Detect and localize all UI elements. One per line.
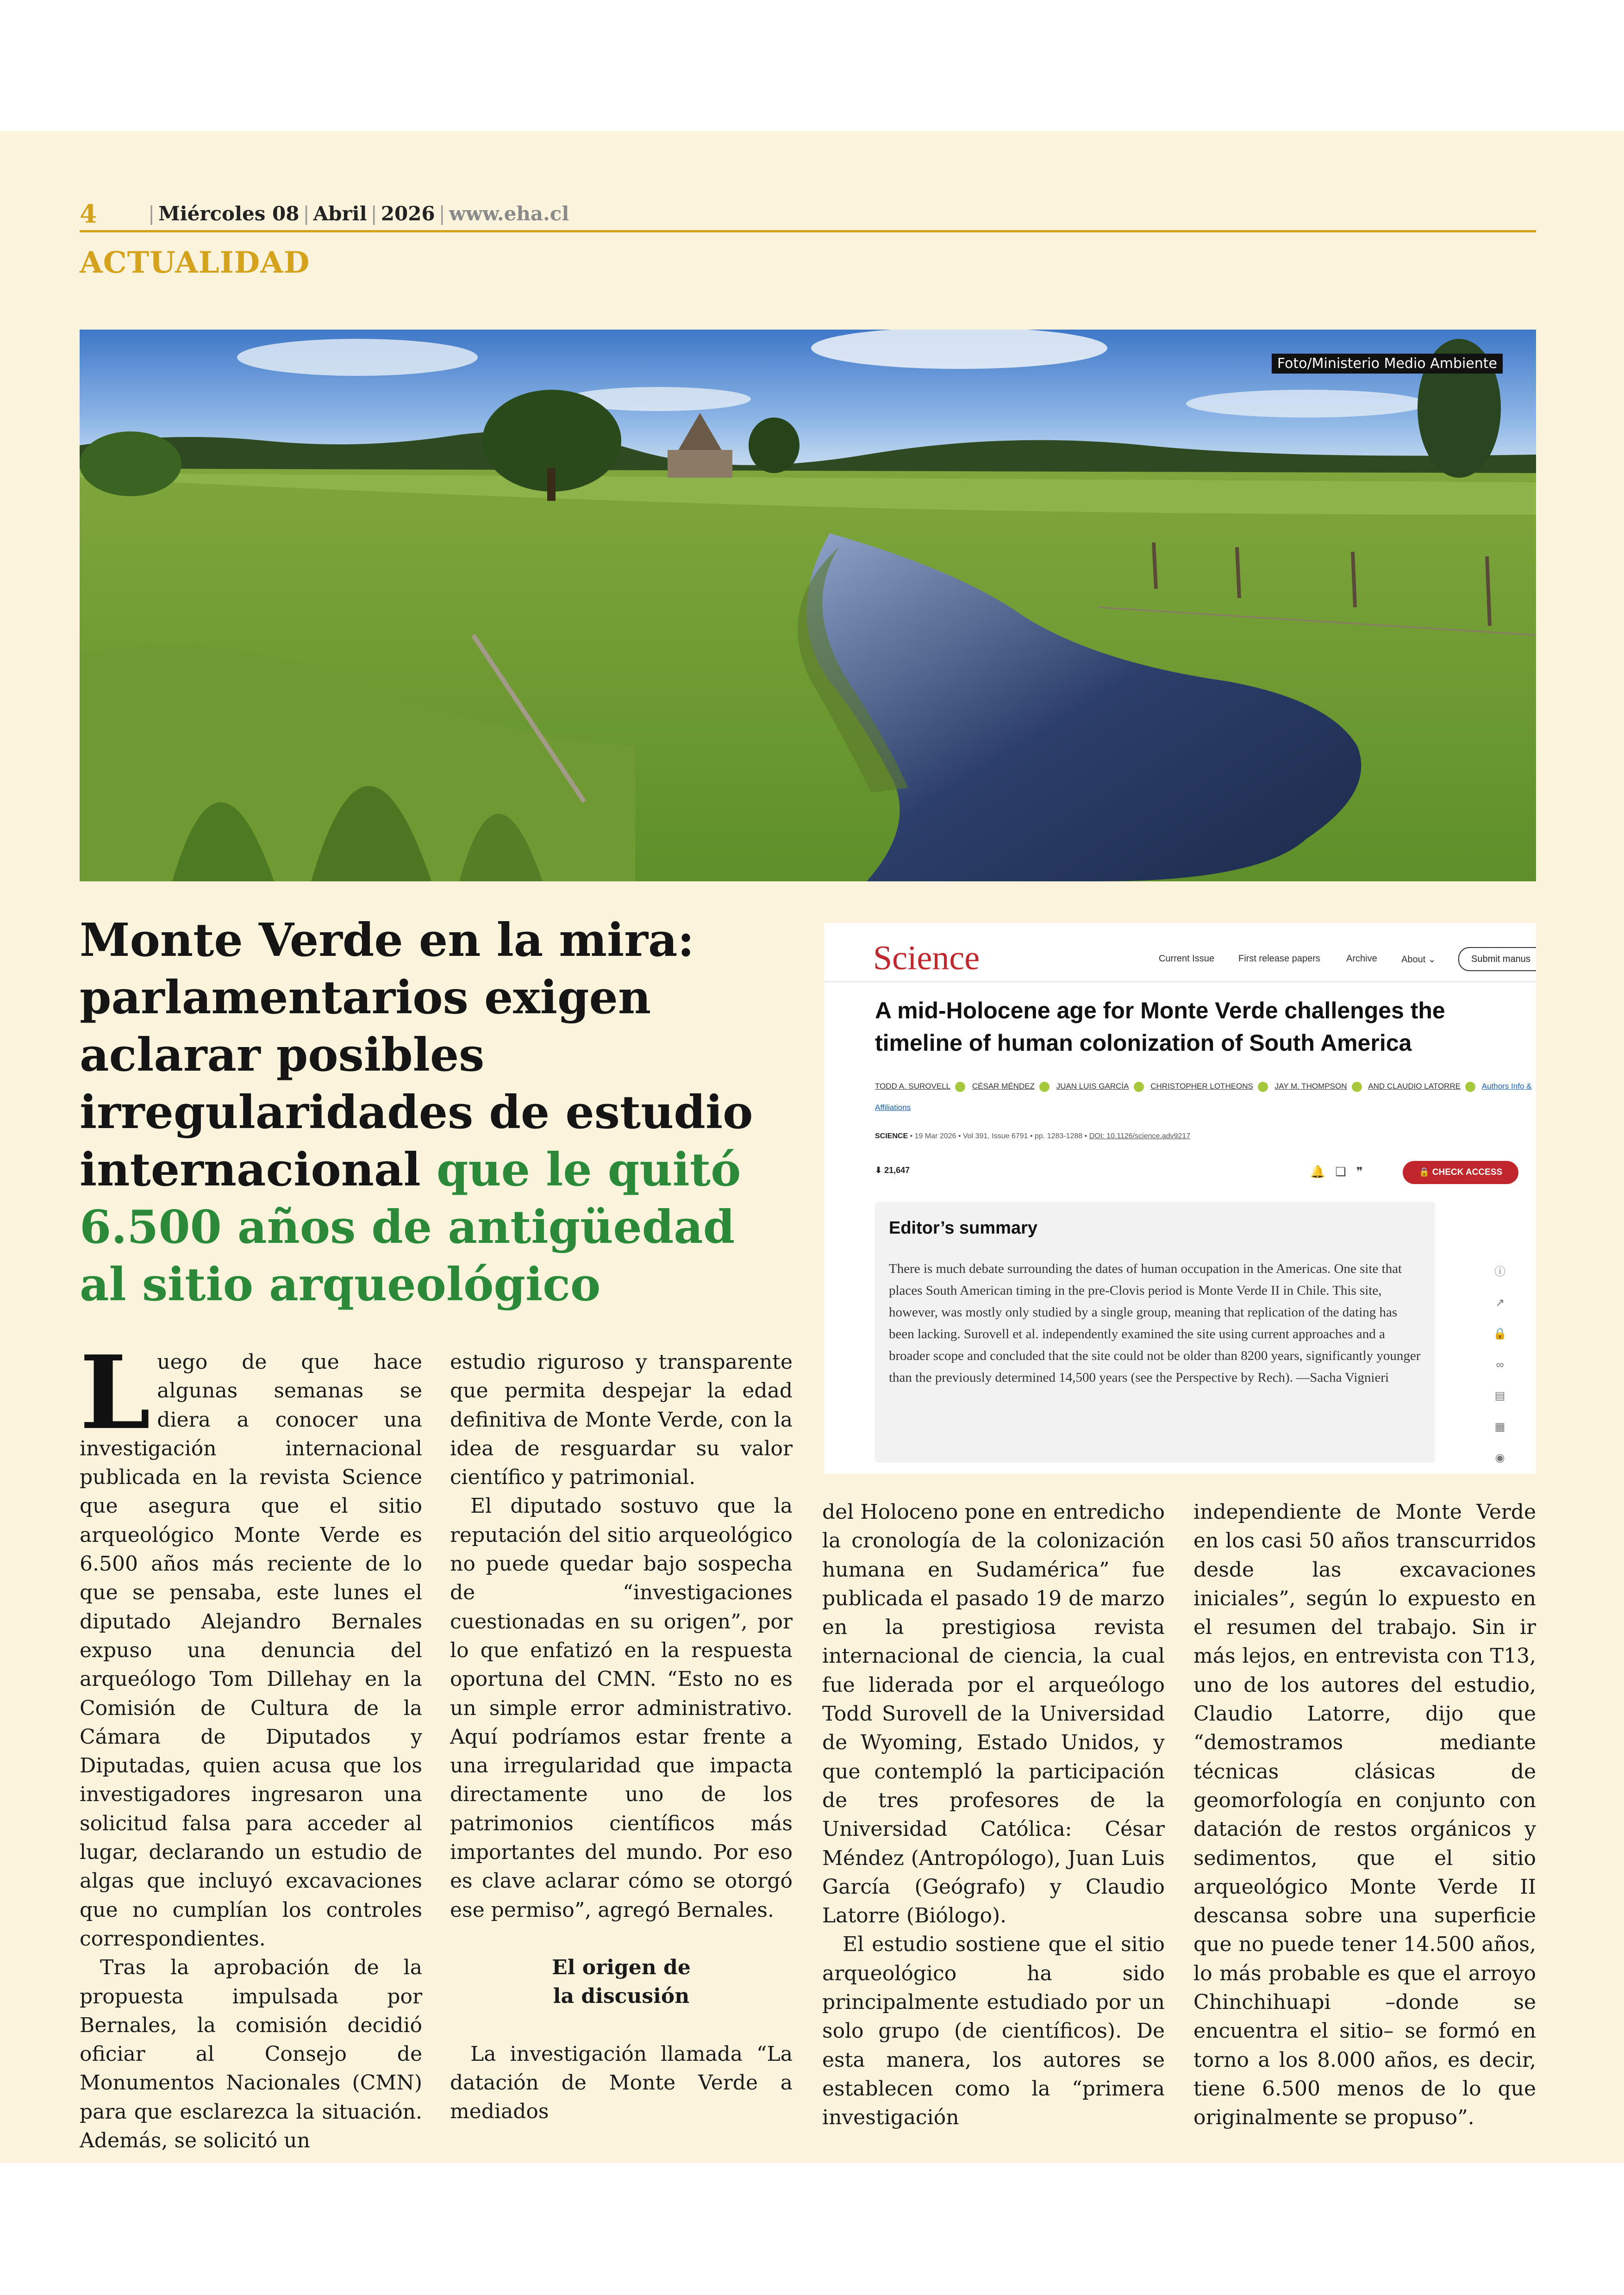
paragraph-2: Tras la aprobación de la propuesta impulsada por Bernales, la comisión decidió oficiar al Consejo de Monumentos Nacionales (CMN) para que esclarezca la situación. Además, se solicitó un <box>80 1956 422 2153</box>
nav-current-issue[interactable]: Current Issue <box>1159 954 1215 964</box>
article-column-2 <box>450 1348 793 2126</box>
nav-about[interactable]: About ⌄ <box>1401 954 1436 965</box>
orcid-icon <box>1039 1082 1049 1092</box>
science-topbar <box>824 923 1536 982</box>
link-icon[interactable]: ∞ <box>1496 1359 1504 1371</box>
science-logo[interactable]: Science <box>873 939 980 977</box>
science-side-toolbar <box>1491 1256 1509 1473</box>
author-link[interactable]: CHRISTOPHER LOTHEONS <box>1150 1082 1253 1091</box>
orcid-icon <box>1465 1082 1475 1092</box>
meta-date: 19 Mar 2026 <box>914 1132 956 1140</box>
subheading-line-2: la discusión <box>553 1984 690 2008</box>
photo-credit: Foto/Ministerio Medio Ambiente <box>1272 354 1503 374</box>
editors-summary <box>875 1202 1435 1463</box>
site-url[interactable]: www.eha.cl <box>449 202 569 225</box>
science-authors <box>875 1076 1532 1118</box>
paragraph-3: El diputado sostuvo que la reputación del sitio arqueológico no puede quedar bajo sospecha de “investigaciones cuestionadas en su origen”, por lo que enfatizó en la respuesta oportuna del CMN. “Esto no es un simple error administrativo. Aquí podríamos estar frente a una irregularidad que impacta directamente uno de los patrimonios científicos más importantes del mundo. Por eso es clave aclarar cómo se otorgó ese permiso”, agregó Bernales. <box>450 1494 793 1922</box>
science-article-screenshot <box>824 923 1536 1474</box>
meta-doi[interactable]: DOI: 10.1126/science.adv9217 <box>1089 1132 1191 1140</box>
metrics-icon[interactable]: ↗ <box>1495 1297 1505 1309</box>
section-title: ACTUALIDAD <box>80 245 310 280</box>
science-meta: SCIENCE • 19 Mar 2026 • Vol 391, Issue 6791 • pp. 1283-1288 • DOI: 10.1126/science.adv9217 <box>875 1132 1191 1140</box>
paragraph-1: uego de que hace algunas semanas se diera a conocer una investigación internacional publicada en la revista Science que asegura que el sitio arqueológico Monte Verde es 6.500 años más reciente de lo que se pensaba, este lunes el diputado Alejandro Bernales expuso una denuncia del arqueólogo Tom Dillehay en la Comisión de Cultura de la Cámara de Diputados y Diputadas, quien acusa que los investigadores ingresaron una solicitud falsa para acceder al lugar, declarando un estudio de algas que incluyó excavaciones que no cumplían los controles correspondientes. <box>80 1350 422 1951</box>
orcid-icon <box>1258 1082 1268 1092</box>
author-link[interactable]: AND CLAUDIO LATORRE <box>1368 1082 1461 1091</box>
subheading <box>450 1953 793 2011</box>
check-access-label: CHECK ACCESS <box>1432 1167 1503 1177</box>
meta-pages: pp. 1283-1288 <box>1035 1132 1083 1140</box>
article-column-1 <box>80 1334 422 2155</box>
orcid-icon <box>955 1082 965 1092</box>
headline-green: que le quitó 6.500 años de antigüedad al sitio arqueológico <box>80 1143 741 1311</box>
lock-icon: 🔒 <box>1418 1167 1432 1177</box>
author-link[interactable]: CÉSAR MÉNDEZ <box>972 1082 1035 1091</box>
author-link[interactable]: JUAN LUIS GARCÍA <box>1056 1082 1129 1091</box>
editors-summary-title: Editor’s summary <box>889 1218 1037 1238</box>
tables-icon[interactable]: ▦ <box>1494 1421 1505 1433</box>
downloads-value: 21,647 <box>884 1166 910 1175</box>
header-rule <box>80 230 1536 232</box>
paragraph-2-cont: estudio riguroso y transparente que permita despejar la edad definitiva de Monte Verde, con la idea de resguardar su valor científico y patrimonial. <box>450 1350 793 1490</box>
paragraph-4-cont: del Holoceno pone en entredicho la cronología de la colonización humana en Sudamérica” fue publicada el pasado 19 de marzo en la prestigiosa revista internacional de ciencia, la cual fue liderada por el arqueólogo Todd Surovell de la Universidad de Wyoming, Estado Unidos, y que contempló la participación de tres profesores de la Universidad Católica: César Méndez (Antropólogo), Juan Luis García (Geógrafo) y Claudio Latorre (Biólogo). <box>822 1500 1165 1928</box>
authors-info-link[interactable]: Authors Info & Affiliations <box>875 1082 1532 1112</box>
landscape-illustration <box>80 330 1536 881</box>
submit-button[interactable]: Submit manus <box>1458 947 1536 971</box>
nav-first-release[interactable]: First release papers <box>1238 954 1320 964</box>
nav-archive[interactable]: Archive <box>1346 954 1377 964</box>
science-stats-bar <box>875 1161 1518 1184</box>
headline <box>80 912 793 1314</box>
date-month: Abril <box>313 202 367 225</box>
date-year: 2026 <box>381 202 435 225</box>
paragraph-4: La investigación llamada “La datación de Monte Verde a mediados <box>450 2042 793 2124</box>
headline-black: Monte Verde en la mira: parlamentarios exigen aclarar posibles irregularidades de estudio internacional <box>80 914 753 1197</box>
drop-cap: L <box>80 1334 151 1452</box>
figures-icon[interactable]: ▤ <box>1494 1390 1505 1402</box>
meta-issue[interactable]: Vol 391, Issue 6791 <box>962 1132 1028 1140</box>
meta-journal: SCIENCE <box>875 1132 908 1140</box>
paragraph-5: El estudio sostiene que el sitio arqueológico ha sido principalmente estudiado por un solo grupo (de científicos). De esta manera, los autores se establecen como la “primera investigación <box>822 1933 1165 2130</box>
page-number: 4 <box>80 199 97 229</box>
subheading-line-1: El origen de <box>552 1955 691 1979</box>
article-column-3 <box>822 1498 1165 2133</box>
orcid-icon <box>1134 1082 1144 1092</box>
landscape-photo <box>80 330 1536 881</box>
orcid-icon <box>1352 1082 1362 1092</box>
author-link[interactable]: TODD A. SUROVELL <box>875 1082 951 1091</box>
info-icon[interactable]: ⓘ <box>1494 1266 1505 1278</box>
editors-summary-text: There is much debate surrounding the dates of human occupation in the Americas. One site that places South American timing in the pre-Clovis period is Monte Verde II in Chile. This site, however, was mostly only studied by a single group, meaning that replication of the dating has been lacking. Surovell et al. independently examined the site using current approaches and a broader scope and concluded that the site could not be older than 8200 years, significantly younger than the previously determined 14,500 years (see the Perspective by Rech). —Sacha Vignieri <box>889 1261 1421 1385</box>
science-article-title: A mid-Holocene age for Monte Verde challenges the timeline of human colonization of South America <box>875 998 1445 1056</box>
download-icon: ⬇ <box>875 1166 885 1175</box>
quote-icon[interactable]: ❞ <box>1356 1165 1373 1179</box>
date-line: | Miércoles 08 | Abril | 2026 | www.eha.cl <box>148 202 569 225</box>
date-day: Miércoles 08 <box>158 202 300 225</box>
downloads-count <box>875 1166 910 1175</box>
author-link[interactable]: JAY M. THOMPSON <box>1274 1082 1347 1091</box>
check-access-button[interactable] <box>1403 1161 1518 1184</box>
media-icon[interactable]: ◉ <box>1495 1452 1505 1464</box>
article-tools <box>1310 1165 1373 1179</box>
bell-icon[interactable]: 🔔 <box>1310 1165 1336 1179</box>
article-column-4 <box>1193 1498 1536 2133</box>
lock-icon[interactable]: 🔒 <box>1493 1328 1507 1340</box>
bookmark-icon[interactable]: ❏ <box>1335 1165 1356 1179</box>
paragraph-5-cont: independiente de Monte Verde en los casi 50 años transcurridos desde las excavaciones iniciales”, según lo expuesto en el resumen del trabajo. Sin ir más lejos, en entrevista con T13, uno de los autores del estudio, Claudio Latorre, dijo que “demostramos mediante técnicas clásicas de geomorfología en conjunto con datación de restos orgánicos y sedimentos, que el sitio arqueológico Monte Verde II descansa sobre una superficie que no puede tener 14.500 años, lo más probable es que el arroyo Chinchihuapi –donde se encuentra el sitio– se formó en torno a los 8.000 años, es decir, tiene 6.500 menos de lo que originalmente se propuso”. <box>1193 1500 1536 2130</box>
